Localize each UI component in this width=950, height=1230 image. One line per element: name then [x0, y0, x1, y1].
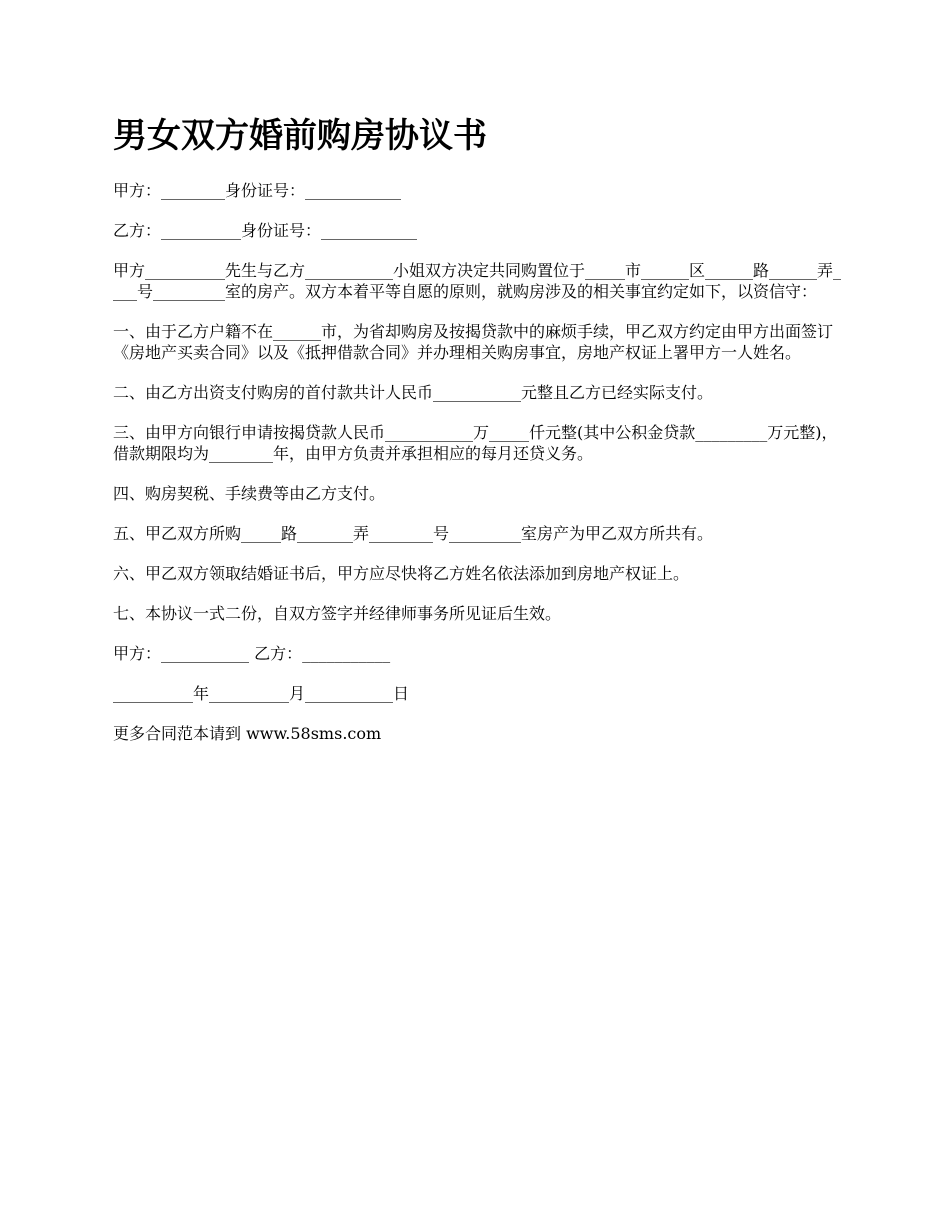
clause-4: 四、购房契税、手续费等由乙方支付。: [113, 484, 386, 503]
document-title: 男女双方婚前购房协议书: [113, 116, 487, 156]
clause-5: 五、甲乙双方所购_____路_______弄________号_________室房产为甲乙双方所共有。: [113, 524, 714, 543]
date-line: __________年__________月___________日: [113, 684, 410, 703]
clause-2: 二、由乙方出资支付购房的首付款共计人民币___________元整且乙方已经实际支付。: [113, 383, 714, 402]
clause-7: 七、本协议一式二份，自双方签字并经律师事务所见证后生效。: [113, 604, 562, 623]
intro-paragraph: 甲方__________先生与乙方___________小姐双方决定共同购置位于_____市______区______路______弄____号_________室的房产。双方本着平等自愿的原则，就购房涉及的相关事宜约定如下，以资信守：: [113, 261, 842, 301]
signature-line: 甲方：___________ 乙方：___________: [113, 644, 391, 663]
clause-1: 一、由于乙方户籍不在______市，为省却购房及按揭贷款中的麻烦手续，甲乙双方约定由甲方出面签订《房地产买卖合同》以及《抵押借款合同》并办理相关购房事宜，房地产权证上署甲方一人姓名。: [113, 322, 834, 362]
document-page: [113, 112, 841, 763]
party-b-line: 乙方：__________身份证号：____________: [113, 221, 418, 240]
clause-3: 三、由甲方向银行申请按揭贷款人民币___________万_____仟元整(其中公积金贷款_________万元整)，借款期限均为________年，由甲方负责并承担相应的每月还贷义务。: [113, 423, 838, 463]
party-a-line: 甲方：________身份证号：____________: [113, 181, 402, 200]
clause-6: 六、甲乙双方领取结婚证书后，甲方应尽快将乙方姓名依法添加到房地产权证上。: [113, 564, 690, 583]
footer-note: 更多合同范本请到 www.58sms.com: [113, 724, 382, 743]
